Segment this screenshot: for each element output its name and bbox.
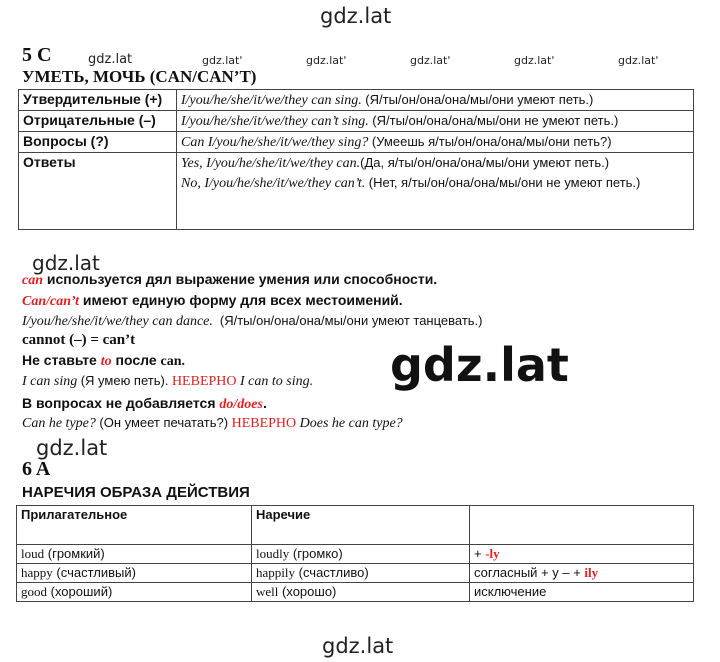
cell-adverb [252,564,470,583]
example-en: Can I/you/he/she/it/we/they sing? [181,135,369,150]
example-en: Yes, I/you/he/she/it/we/they can. [181,156,361,171]
cell-adverb [252,583,470,602]
example-type [22,415,403,432]
wrong-label: НЕВЕРНО [171,374,237,389]
cell-adjective [17,583,252,602]
table-row [19,111,694,132]
table-row [19,132,694,153]
watermark-small: gdz.lat' [306,54,347,67]
section-title: УМЕТЬ, МОЧЬ (CAN/CAN’T) [22,67,257,86]
rule-suffix: ily [584,565,599,580]
highlight-do-does: do/does [219,397,263,412]
adjective-ru: (счастливый) [56,565,136,580]
wrong-example: I can to sing. [240,374,314,389]
example-en: I can sing [22,374,78,389]
adjective-ru: (хороший) [50,584,113,599]
watermark-small: gdz.lat [88,52,133,67]
watermark-bottom: gdz.lat [322,634,394,658]
adverb-en: well [256,584,279,599]
cell-rule [470,545,694,564]
example-ru: (Нет, я/ты/он/она/она/мы/они не умеют петь.) [368,175,641,190]
rule-text: после [111,352,161,368]
adjective-en: happy [21,565,53,580]
cell-adjective [17,545,252,564]
rule-suffix: -ly [485,546,500,561]
adjective-en: loud [21,546,45,561]
wrong-label: НЕВЕРНО [231,416,297,431]
note-text: используется дял выражение умения или способности. [43,271,438,287]
adverb-ru: (громко) [292,546,343,561]
rule-text: согласный + y – + [474,565,585,580]
adverb-ru: (счастливо) [298,565,369,580]
row-value [177,90,694,111]
note-can-usage [22,271,437,289]
adverb-ru: (хорошо) [282,584,337,599]
adverb-en: happily [256,565,295,580]
table-row [17,564,694,583]
watermark-small: gdz.lat' [202,54,243,67]
row-label: Отрицательные (–) [19,111,177,132]
row-label: Ответы [19,153,177,230]
header-adjective: Прилагательное [17,506,252,545]
section-number: 6 A [22,458,51,480]
example-ru: (Я/ты/он/она/она/мы/они умеют танцевать.) [219,313,483,328]
table-row [17,545,694,564]
header-rule [470,506,694,545]
note-single-form [22,292,403,310]
highlight-to: to [100,354,112,369]
example-ru: (Я умею петь). [80,373,169,388]
row-value [177,132,694,153]
row-value [177,111,694,132]
example-ru: (Да, я/ты/он/она/она/мы/они умеют петь.) [360,155,610,170]
table-row [19,153,694,230]
table-header-row [17,506,694,545]
adverbs-table [16,505,694,602]
example-ru: (Я/ты/он/она/она/мы/они умеют петь.) [365,92,594,107]
example-dance [22,313,483,330]
watermark-small: gdz.lat' [410,54,451,67]
example-en: I/you/he/she/it/we/they can’t sing. [181,114,369,129]
example-ru: (Умеешь я/ты/он/она/она/мы/они петь?) [371,134,612,149]
table-row [17,583,694,602]
table-row [19,90,694,111]
adjective-en: good [21,584,47,599]
highlight-can: can [22,273,43,288]
highlight-can-cant: Can/can’t [22,294,80,309]
rule-no-do [22,395,267,413]
cannot-rule: cannot (–) = can’t [22,332,136,348]
example-en: No, I/you/he/she/it/we/they can’t. [181,176,366,191]
rule-text: В вопросах не добавляется [22,395,220,411]
section-number: 5 C [22,44,52,66]
rule-text: исключение [474,584,547,599]
adverb-en: loudly [256,546,290,561]
rule-text: + [474,546,486,561]
row-label: Вопросы (?) [19,132,177,153]
row-label: Утвердительные (+) [19,90,177,111]
watermark-mid: gdz.lat [32,251,100,275]
example-en: Can he type? [22,416,96,431]
wrong-example: Does he can type? [299,416,403,431]
cell-rule [470,583,694,602]
cell-rule [470,564,694,583]
cell-adjective [17,564,252,583]
example-en: I/you/he/she/it/we/they can sing. [181,93,362,108]
rule-text: can. [160,354,186,369]
rule-text: . [262,395,267,411]
watermark-top: gdz.lat [320,4,392,28]
example-ru: (Он умеет печатать?) [99,415,229,430]
adjective-ru: (громкий) [47,546,105,561]
section-title: НАРЕЧИЯ ОБРАЗА ДЕЙСТВИЯ [22,484,250,501]
row-value [177,153,694,230]
can-table [18,89,694,230]
watermark-small: gdz.lat' [618,54,659,67]
watermark-small: gdz.lat' [514,54,555,67]
watermark-large: gdz.lat [390,338,569,392]
note-text: имеют единую форму для всех местоимений. [79,292,403,308]
watermark-mid: gdz.lat [36,436,108,460]
example-sing [22,373,313,390]
example-ru: (Я/ты/он/она/она/мы/они не умеют петь.) [372,113,619,128]
rule-no-to [22,352,185,370]
rule-text: Не ставьте [22,352,101,368]
cell-adverb [252,545,470,564]
header-adverb: Наречие [252,506,470,545]
example-en: I/you/he/she/it/we/they can dance. [22,314,213,329]
